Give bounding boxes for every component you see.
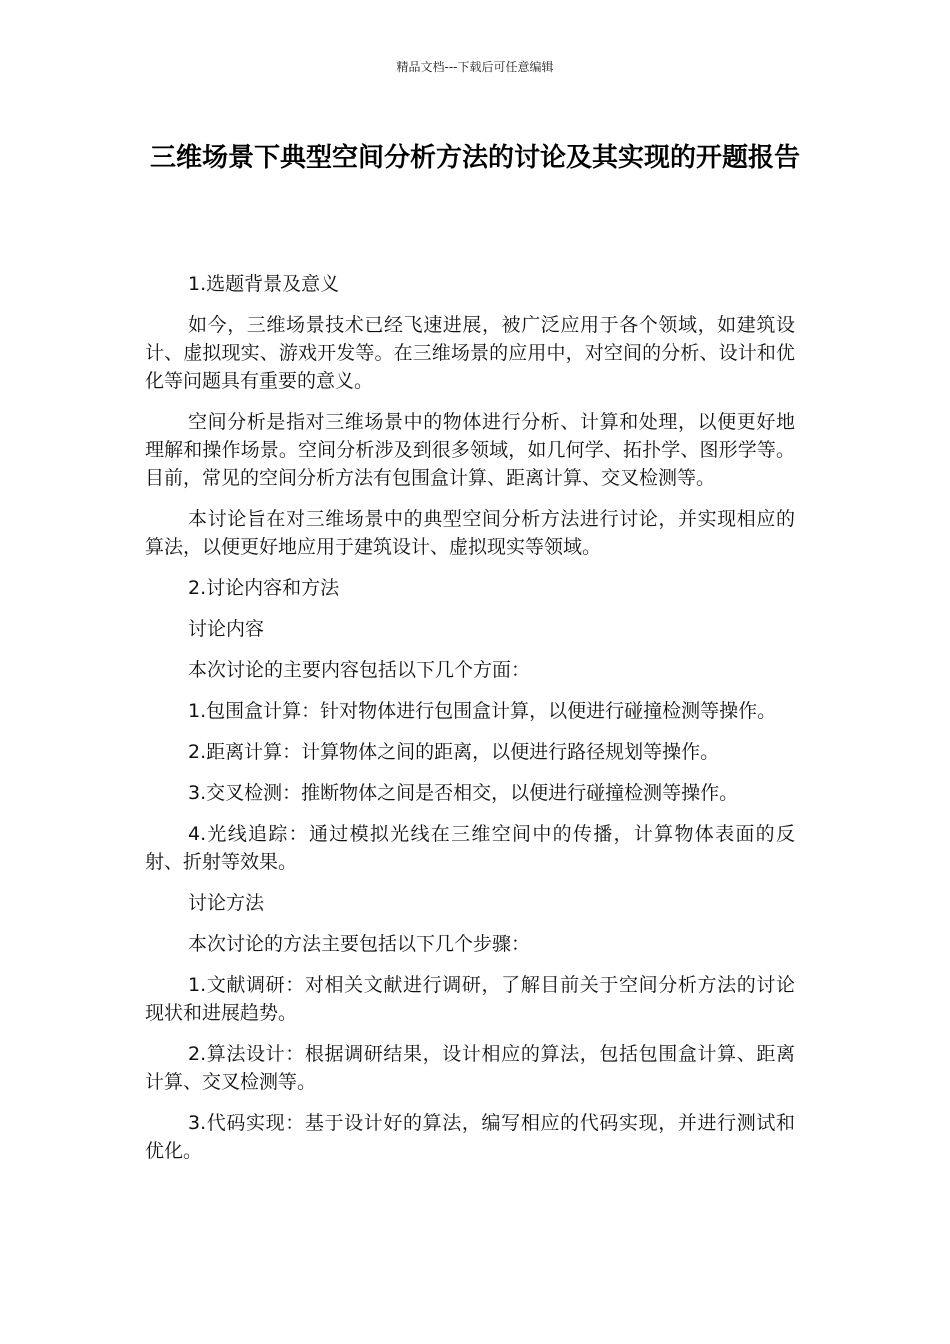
paragraph: 本次讨论的主要内容包括以下几个方面： (188, 659, 531, 681)
paragraph: 如今，三维场景技术已经飞速进展，被广泛应用于各个领域，如建筑设计、虚拟现实、游戏开发等。在三维场景的应用中，对空间的分析、设计和优化等问题具有重要的意义。 (145, 314, 795, 392)
list-item: 1.包围盒计算：针对物体进行包围盒计算，以便进行碰撞检测等操作。 (188, 700, 777, 722)
list-item: 4.光线追踪：通过模拟光线在三维空间中的传播，计算物体表面的反射、折射等效果。 (145, 823, 795, 873)
list-item: 2.算法设计：根据调研结果，设计相应的算法，包括包围盒计算、距离计算、交叉检测等。 (145, 1043, 795, 1093)
document-body (145, 270, 795, 1178)
paragraph: 本讨论旨在对三维场景中的典型空间分析方法进行讨论，并实现相应的算法，以便更好地应用于建筑设计、虚拟现实等领域。 (145, 508, 795, 558)
list-item: 3.代码实现：基于设计好的算法，编写相应的代码实现，并进行测试和优化。 (145, 1112, 795, 1162)
section-heading-background: 1.选题背景及意义 (188, 273, 340, 295)
list-item: 3.交叉检测：推断物体之间是否相交，以便进行碰撞检测等操作。 (188, 782, 739, 804)
paragraph: 空间分析是指对三维场景中的物体进行分析、计算和处理，以便更好地理解和操作场景。空间分析涉及到很多领域，如几何学、拓扑学、图形学等。目前，常见的空间分析方法有包围盒计算、距离计算、交叉检测等。 (145, 411, 795, 489)
list-item: 2.距离计算：计算物体之间的距离，以便进行路径规划等操作。 (188, 741, 720, 763)
subheading-content: 讨论内容 (188, 618, 265, 640)
list-item: 1.文献调研：对相关文献进行调研，了解目前关于空间分析方法的讨论现状和进展趋势。 (145, 974, 795, 1024)
document-title: 三维场景下典型空间分析方法的讨论及其实现的开题报告 (149, 143, 800, 173)
subheading-methods: 讨论方法 (188, 892, 265, 914)
section-heading-content-methods: 2.讨论内容和方法 (188, 577, 340, 599)
header-note: 精品文档---下载后可任意编辑 (396, 60, 554, 74)
paragraph: 本次讨论的方法主要包括以下几个步骤： (188, 933, 531, 955)
